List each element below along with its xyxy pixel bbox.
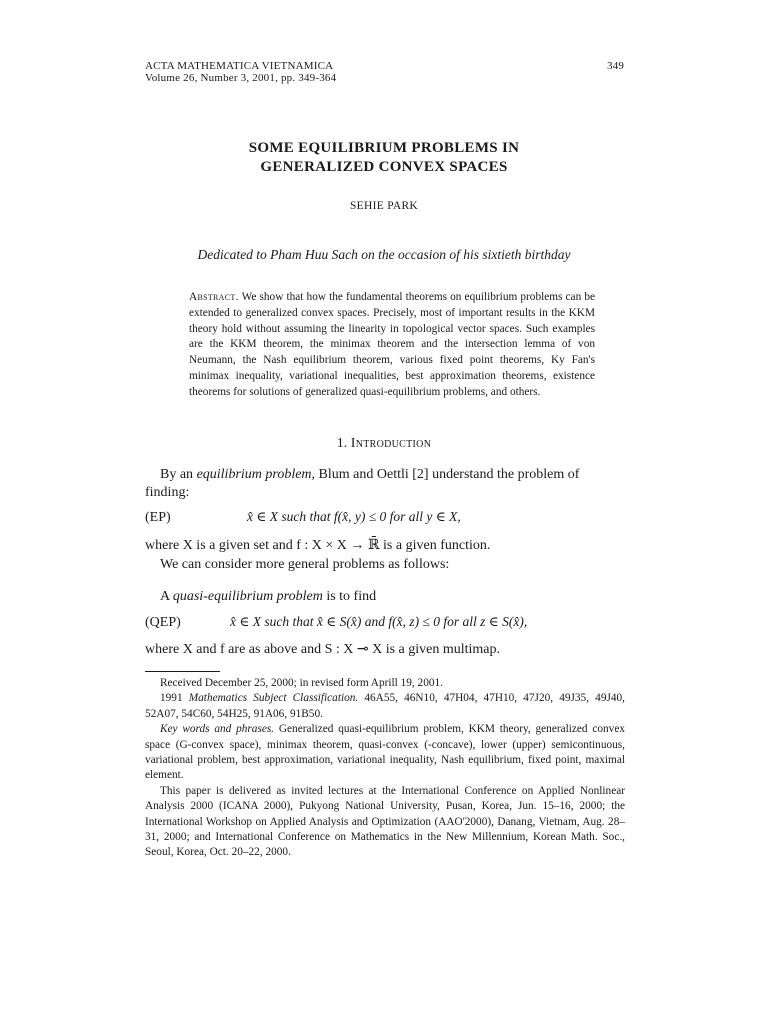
footnote-note: This paper is delivered as invited lectures at the International Conference on Applied Nonlinear Analysis 2000 (ICANA 2000), Pukyong National University, Pusan, Korea, Jun. 15–16, 2000; the International Workshop on Applied Analysis and Optimization (AAO'2000), Danang, Vietnam, Aug. 28–31, 2000; and International Conference on Mathematics in the New Millennium, Korean Math. Soc., Seoul, Korea, Oct. 20–22, 2000. — [145, 784, 625, 859]
volume-info: Volume 26, Number 3, 2001, pp. 349-364 — [145, 72, 337, 84]
footnotes — [145, 676, 625, 861]
section-heading — [0, 436, 768, 452]
ep-label: (EP) — [145, 510, 171, 525]
intro-paragraph-5: where X and f are as above and S : X ⊸ X is a given multimap. — [145, 642, 501, 657]
intro-text: By an — [160, 467, 197, 482]
qep-formula: x̂ ∈ X such that x̂ ∈ S(x̂) and f(x̂, z) ≤ 0 for all z ∈ S(x̂), — [230, 614, 528, 629]
abstract-text: We show that how the fundamental theorems on equilibrium problems can be extended to generalized convex spaces. Precisely, most of important results in the KKM theory hold without assuming the linearity in topological vector spaces. Such examples are the KKM theorem, the minimax theorem and the intersection lemma of von Neumann, the Nash equilibrium theorem, various fixed point theorems, Ky Fan's minimax inequality, variational inequalities, best approximation theorems, existence theorems for solutions of generalized quasi-equilibrium problems, and others. — [189, 291, 595, 398]
intro-emphasis: equilibrium problem — [196, 467, 312, 482]
author-name: SEHIE PARK — [349, 200, 419, 212]
page-number: 349 — [607, 60, 625, 72]
journal-name: ACTA MATHEMATICA VIETNAMICA — [145, 60, 334, 72]
footnote-received: Received December 25, 2000; in revised form Aprill 19, 2001. — [160, 677, 443, 689]
abstract — [189, 290, 595, 401]
intro-paragraph-4 — [160, 588, 376, 606]
keywords-text: Generalized quasi-equilibrium problem, KKM theory, generalized convex space (G-convex space), minimax theorem, quasi-convex (-concave), lower (upper) semicontinuous, variational problem, best approximation, variational inequality, Nash equilibrium, fixed point, maximal element. — [145, 723, 625, 782]
footnote-rule — [145, 671, 220, 672]
intro-emphasis: quasi-equilibrium problem — [172, 589, 323, 604]
intro-text: A — [160, 589, 173, 604]
qep-label: (QEP) — [145, 615, 181, 630]
dedication: Dedicated to Pham Huu Sach on the occasion of his sixtieth birthday — [197, 247, 571, 262]
footnote-keywords — [145, 722, 625, 784]
section-title: Introduction — [350, 436, 432, 451]
intro-paragraph-3: We can consider more general problems as follows: — [160, 557, 450, 572]
ep-formula: x̂ ∈ X such that f(x̂, y) ≤ 0 for all y ∈ X, — [247, 509, 461, 524]
footnote-msc — [145, 691, 625, 722]
keywords-label: Key words and phrases. — [160, 723, 275, 736]
intro-text: is to find — [322, 589, 377, 604]
intro-paragraph-1 — [160, 466, 628, 484]
intro-paragraph-1-cont: finding: — [145, 485, 190, 500]
msc-codes: 46A55, 46N10, 47H04, 47H10, 47J20, 49J35, 49J40, 52A07, 54C60, 54H25, 91A06, 91B50. — [145, 692, 625, 720]
msc-label: Mathematics Subject Classification. — [188, 692, 359, 705]
paper-title-line-1: SOME EQUILIBRIUM PROBLEMS IN — [248, 140, 520, 156]
intro-paragraph-2: where X is a given set and f : X × X → ℝ̄ is a given function. — [145, 538, 491, 553]
section-number: 1. — [336, 436, 348, 451]
msc-year: 1991 — [160, 692, 189, 705]
paper-title-line-2: GENERALIZED CONVEX SPACES — [260, 159, 508, 175]
abstract-label: Abstract. — [189, 291, 239, 303]
intro-text: , Blum and Oettli [2] understand the problem of — [311, 467, 580, 482]
